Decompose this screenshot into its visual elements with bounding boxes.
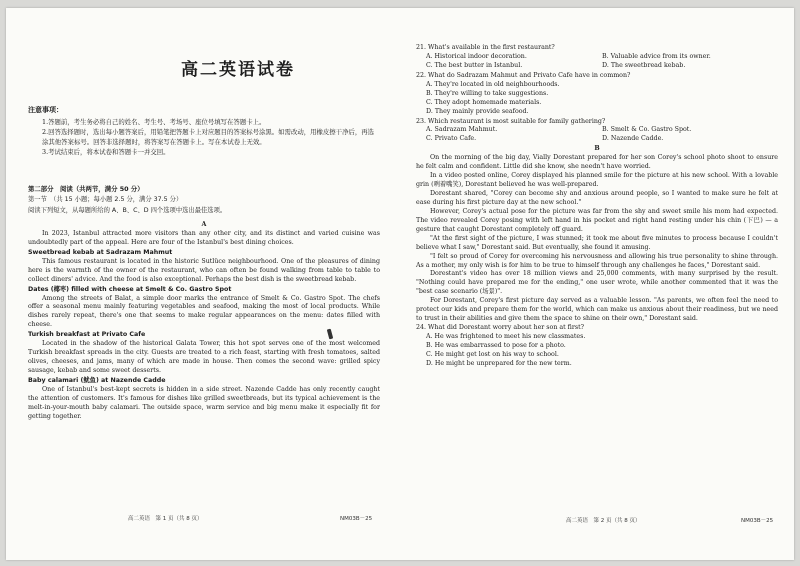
notice-item: 2.回答选择题时，选出每小题答案后，用铅笔把答题卡上对应题目的答案标号涂黑。如需改动，用橡皮擦干净后，再选涂其他答案标号。回答非选择题时，将答案写在答题卡上。写在本试卷上无效。 — [42, 127, 375, 146]
option[interactable]: D. They mainly provide seafood. — [426, 107, 529, 115]
section-text: Among the streets of Balat, a simple door marks the entrance of Smelt & Co. Gastro Spot. The chefs offer a seasonal menu mainly featuring vegetables and seafood, making the most of local products. While dishes rarely repeat, there's one that seems to make regular appearances on the menu: dates filled with cheese. — [28, 294, 380, 329]
page-title: 高二英语试卷 — [181, 60, 295, 80]
option[interactable]: D. He might be unprepared for the new term. — [426, 359, 572, 367]
passage-a — [28, 221, 380, 422]
question-stem: 22. What do Sadrazam Mahmut and Privato Cafe have in common? — [416, 71, 631, 79]
options — [416, 53, 778, 71]
question-stem: 21. What's available in the first restaurant? — [416, 44, 555, 51]
options — [416, 333, 778, 369]
option[interactable]: A. They're located in old neighbourhoods. — [426, 80, 560, 88]
question-21 — [416, 44, 778, 71]
paragraph: "At the first sight of the picture, I was stunned; it took me about five minutes to process because I couldn't believe what I saw," Dorestant said. But eventually, she found it amusing. — [416, 234, 778, 251]
section-heading: Baby calamari (鱿鱼) at Nazende Cadde — [28, 376, 166, 384]
options — [416, 81, 778, 117]
passage-b — [416, 145, 778, 324]
question-stem: 23. Which restaurant is most suitable for family gathering? — [416, 117, 606, 125]
option[interactable]: B. He was embarrassed to pose for a photo. — [426, 341, 566, 349]
option[interactable]: D. Nazende Cadde. — [602, 135, 664, 143]
section-heading: Dates (椰枣) filled with cheese at Smelt & Co. Gastro Spot — [28, 285, 232, 293]
passage-label: A — [201, 221, 207, 228]
footer-left: 高二英语 第 1 页（共 8 页） — [128, 516, 203, 522]
right-column — [416, 44, 778, 370]
notice-item: 1.答题前，考生务必将自己的姓名、考生号、考场号、座位号填写在答题卡上。 — [42, 118, 266, 126]
paragraph: "I felt so proud of Corey for overcoming his nervousness and allowing his true personality to shine through. As a mother, my only wish is for him to be true to himself through any challenges he faces," Dorestant said. — [416, 252, 778, 269]
part-title: 第二部分 阅读（共两节，满分 50 分） — [28, 185, 144, 193]
section-heading: Sweetbread kebab at Sadrazam Mahmut — [28, 248, 173, 256]
paragraph: For Dorestant, Corey's first picture day served as a valuable lesson. "As parents, we often feel the need to protect our kids and prepare them for the world, which can make us anxious about their readiness, but we need to trust in their abilities and give them the space to shine on their own," Dorestant said. — [416, 297, 778, 323]
option[interactable]: B. Valuable advice from its owner. — [602, 52, 711, 60]
paragraph: However, Corey's actual pose for the picture was far from the shy and sweet smile his mom had expected. The video revealed Corey posing with left hand in his pocket and right hand resting under his chin (下巴) — a gesture that caught Dorestant completely off guard. — [416, 207, 778, 233]
paragraph: Dorestant shared, "Corey can become shy and anxious around people, so I wanted to make sure he felt at ease during his first picture day at the new school." — [416, 190, 778, 206]
question-23 — [416, 118, 778, 145]
option[interactable]: C. The best butter in Istanbul. — [426, 61, 523, 69]
option[interactable]: D. The sweetbread kebab. — [602, 61, 686, 69]
passage-intro: In 2023, Istanbul attracted more visitors than any other city, and its distinct and varied cuisine was undoubtedly part of the appeal. Here are four of the Istanbul's best dining choices. — [28, 229, 380, 246]
notice-heading: 注意事项： — [28, 106, 63, 114]
footer-right-code: NM03B－25 — [741, 518, 774, 524]
section-text: One of Istanbul's best-kept secrets is hidden in a side street. Nazende Cadde has only recently caught the attention of customers. It's famous for dishes like grilled sweetbreads, but its typical achievement is the melt-in-your-mouth baby calamari. The outside space, warm service and big menu make it especially fit for getting together. — [28, 385, 380, 420]
option[interactable]: B. Smelt & Co. Gastro Spot. — [602, 126, 692, 134]
paragraph: In a video posted online, Corey displayed his planned smile for the picture at his new school. With a lovable grin (咧着嘴笑), Dorestant believed he was well-prepared. — [416, 172, 778, 189]
question-24 — [416, 324, 778, 369]
option[interactable]: C. Privato Cafe. — [426, 135, 477, 143]
option[interactable]: A. Historical indoor decoration. — [426, 52, 527, 60]
option[interactable]: C. They adopt homemade materials. — [426, 98, 542, 106]
section-heading: Turkish breakfast at Privato Cafe — [28, 331, 146, 339]
footer-right: 高二英语 第 2 页（共 8 页） — [566, 518, 641, 524]
question-stem: 24. What did Dorestant worry about her son at first? — [416, 324, 585, 332]
exam-sheet — [6, 8, 794, 560]
option[interactable]: A. He was frightened to meet his new classmates. — [426, 333, 586, 340]
section-text: Located in the shadow of the historical Galata Tower, this hot spot serves one of the most welcomed Turkish breakfast spreads in the city. Guests are treated to a rich feast, starting with fresh tomatoes, salted olives, cheeses, and jams, many of which are made in house. Then comes the second wave: grilled spicy sausage, kebab and some sweet desserts. — [28, 340, 380, 374]
options — [416, 126, 778, 144]
notice-item: 3.考试结束后，将本试卷和答题卡一并交回。 — [42, 147, 170, 156]
notice-list — [42, 118, 377, 158]
option[interactable]: C. He might get lost on his way to school. — [426, 350, 559, 358]
footer-left-code: NM03B－25 — [340, 516, 373, 522]
paragraph: Dorestant's video has over 18 million views and 25,000 comments, with many surprised by the result. "Nothing could have prepared me for the ending," one user wrote, while another commented that it was the "best case scenario (场景)". — [416, 270, 778, 296]
option[interactable]: B. They're willing to take suggestions. — [426, 89, 549, 97]
paragraph: On the morning of the big day, Vially Dorestant prepared for her son Corey's school photo shoot to ensure he felt calm and confident. Little did she know, she needn't have worried. — [416, 154, 778, 171]
question-22 — [416, 72, 778, 117]
section-text: This famous restaurant is located in the historic Sutlüce neighbourhood. One of the pleasures of dining here is the warmth of the owner of the restaurant, who can often be found walking from table to table to collect diners' advice. And the food is also exceptional. Perhaps the best dish is the sweetbread kebab. — [28, 257, 380, 283]
passage-label: B — [594, 145, 600, 153]
section-title: 第一节 （共 15 小题；每小题 2.5 分，满分 37.5 分） — [28, 196, 183, 203]
option[interactable]: A. Sadrazam Mahmut. — [426, 126, 498, 134]
instruction: 阅读下列短文，从每题所给的 A、B、C、D 四个选项中选出最佳选项。 — [28, 207, 227, 214]
